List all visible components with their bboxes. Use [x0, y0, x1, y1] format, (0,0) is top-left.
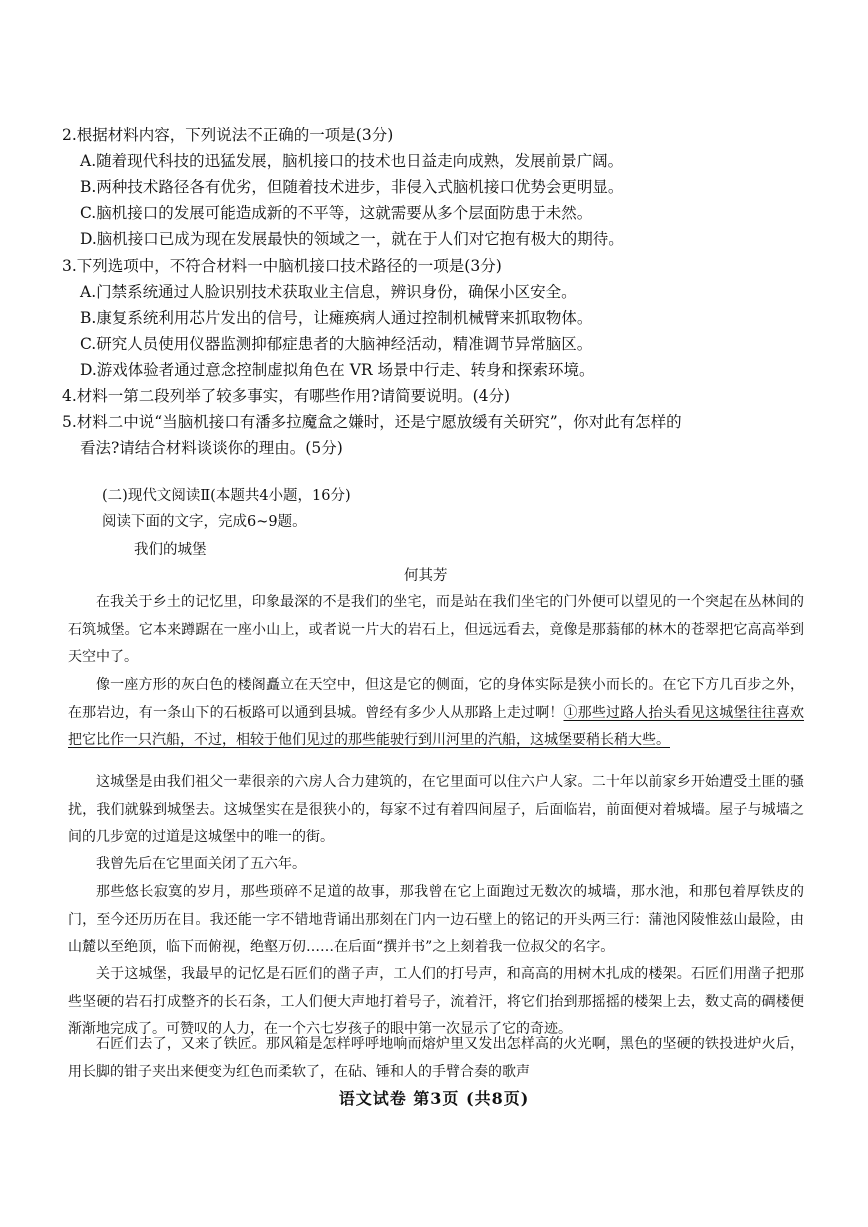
question-2-option-c: C.脑机接口的发展可能造成新的不平等，这就需要从多个层面防患于未然。 — [80, 204, 593, 222]
question-3-option-c: C.研究人员使用仪器监测抑郁症患者的大脑神经活动，精准调节异常脑区。 — [80, 335, 593, 353]
section-instruction: 阅读下面的文字，完成6~9题。 — [102, 514, 307, 530]
question-2-option-b: B.两种技术路径各有优劣，但随着技术进步，非侵入式脑机接口优势会更明显。 — [80, 178, 624, 196]
question-3-option-a: A.门禁系统通过人脸识别技术获取业主信息，辨识身份，确保小区安全。 — [80, 283, 577, 301]
section-heading: (二)现代文阅读Ⅱ(本题共4小题，16分) — [102, 488, 351, 504]
paragraph-2 — [68, 672, 804, 755]
article-author: 何其芳 — [404, 568, 448, 584]
question-2-option-a: A.随着现代科技的迅猛发展，脑机接口的技术也日益走向成熟，发展前景广阔。 — [80, 152, 624, 170]
question-4: 4.材料一第二段列举了较多事实，有哪些作用?请简要说明。(4分) — [62, 387, 511, 405]
paragraph-4: 我曾先后在它里面关闭了五六年。 — [96, 856, 306, 872]
paragraph-5: 那些悠长寂寞的岁月，那些琐碎不足道的故事，那我曾在它上面跑过无数次的城墙，那水池，和那包着厚铁皮的门，至今还历历在目。我还能一字不错地背诵出那刻在门内一边石壁上的铭记的开头两三行：蒲池冈陵惟兹山最险，由山麓以至绝顶，临下而俯视，绝壑万仞……在后面“撰并书”之上刻着我一位叔父的名字。 — [68, 884, 804, 955]
question-3-option-d: D.游戏体验者通过意念控制虚拟角色在 VR 场景中行走、转身和探索环境。 — [80, 361, 595, 379]
question-3-stem: 3.下列选项中，不符合材料一中脑机接口技术路径的一项是(3分) — [62, 257, 502, 275]
paragraph-1: 在我关于乡土的记忆里，印象最深的不是我们的坐宅，而是站在我们坐宅的门外便可以望见的一个突起在丛林间的石筑城堡。它本来蹲踞在一座小山上，或者说一片大的岩石上，但远远看去，竟像是那蓊郁的林木的苍翠把它高高举到天空中了。 — [68, 594, 804, 665]
question-2-option-d: D.脑机接口已成为现在发展最快的领域之一，就在于人们对它抱有极大的期待。 — [80, 230, 624, 248]
question-2-stem: 2.根据材料内容，下列说法不正确的一项是(3分) — [62, 126, 394, 144]
paragraph-6: 关于这城堡，我最早的记忆是石匠们的凿子声，工人们的打号声，和高高的用树木扎成的楼架。石匠们用凿子把那些坚硬的岩石打成整齐的长石条，工人们便大声地打着号子，流着汗，将它们抬到那摇摇的楼架上去，数丈高的碉楼便渐渐地完成了。可赞叹的人力，在一个六七岁孩子的眼中第一次显示了它的奇迹。 — [68, 966, 804, 1037]
article-title: 我们的城堡 — [134, 542, 207, 558]
paragraph-7: 石匠们去了，又来了铁匠。那风箱是怎样呼呼地响而熔炉里又发出怎样高的火光啊，黑色的坚硬的铁投进炉火后，用长脚的钳子夹出来便变为红色而柔软了，在砧、锤和人的手臂合奏的歌声 — [68, 1036, 804, 1080]
underlined-sentence-1: ①那些过路人抬头看见这城堡往往喜欢把它比作一只汽船，不过，相较于他们见过的那些能驶行到川河里的汽船，这城堡要稍长稍大些。 — [68, 704, 805, 748]
question-5-line-1: 5.材料二中说“当脑机接口有潘多拉魔盒之嫌时，还是宁愿放缓有关研究”，你对此有怎样的 — [62, 413, 682, 431]
paragraph-2-text: 像一座方形的灰白色的楼阁矗立在天空中，但这是它的侧面，它的身体实际是狭小而长的。在它下方几百步之外，在那岩边，有一条山下的石板路可以通到县城。曾经有多少人从那路上走过啊！ — [68, 677, 804, 721]
page-footer: 语文试卷 第3页 (共8页) — [338, 1089, 530, 1108]
paragraph-3: 这城堡是由我们祖父一辈很亲的六房人合力建筑的，在它里面可以住六户人家。二十年以前家乡开始遭受土匪的骚扰，我们就躲到城堡去。这城堡实在是很狭小的，每家不过有着四间屋子，后面临岩，前面便对着城墙。屋子与城墙之间的几步宽的过道是这城堡中的唯一的街。 — [68, 774, 804, 845]
question-3-option-b: B.康复系统利用芯片发出的信号，让瘫痪病人通过控制机械臂来抓取物体。 — [80, 309, 593, 327]
question-5-line-2: 看法?请结合材料谈谈你的理由。(5分) — [80, 439, 343, 457]
